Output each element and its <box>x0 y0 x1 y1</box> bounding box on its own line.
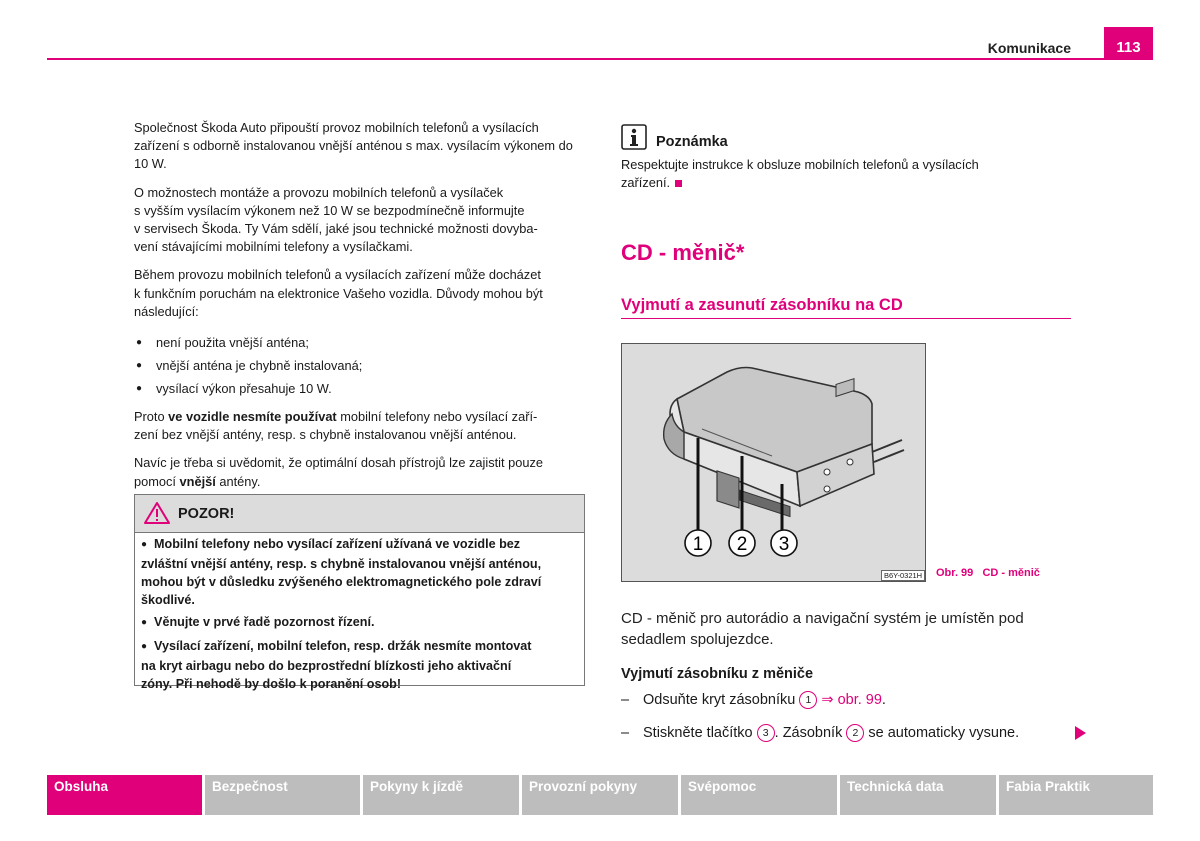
emphasis-text: ve vozidle nesmíte používat <box>168 409 337 425</box>
callout-1-label: 1 <box>692 534 704 555</box>
reasons-list <box>134 331 586 400</box>
tab-label: Technická data <box>847 779 944 794</box>
warning-item <box>141 637 579 693</box>
callout-ref-badge: 3 <box>757 724 775 742</box>
emphasis-text: vnější <box>179 473 216 489</box>
text-line: Mobilní telefony nebo vysílací zařízení užívaná ve vozidle bez <box>154 537 521 551</box>
paragraph-installation <box>134 184 586 257</box>
callout-2-label: 2 <box>736 534 748 555</box>
text-line: na kryt airbagu nebo do bezprostřední blízkosti jeho aktivační <box>141 659 512 673</box>
tab-provozni-pokyny[interactable] <box>522 775 678 815</box>
tab-label: Pokyny k jízdě <box>370 779 464 794</box>
text-run: pomocí <box>134 473 180 489</box>
warning-item <box>141 535 579 609</box>
list-item: ● vysílací výkon přesahuje 10 W. <box>134 377 586 400</box>
warning-triangle-icon <box>143 501 171 525</box>
figure-reference-link[interactable]: ⇒ obr. 99 <box>817 692 882 708</box>
text-run: Odsuňte kryt zásobníku <box>643 692 800 708</box>
page-number: 113 <box>1104 27 1153 60</box>
callout-ref-badge: 1 <box>799 691 817 709</box>
header-rule <box>47 58 1153 60</box>
bullet-icon: ● <box>141 617 148 628</box>
info-note-icon <box>621 124 647 150</box>
tab-label: Bezpečnost <box>212 779 288 794</box>
tab-pokyny-k-jizde[interactable] <box>363 775 519 815</box>
tab-label: Svépomoc <box>688 779 757 794</box>
text-line: vení stávajícími mobilními telefony a vysílačkami. <box>134 239 413 255</box>
warning-title: POZOR! <box>178 506 235 522</box>
text-run: . <box>881 692 886 708</box>
cd-intro-text <box>621 608 1071 650</box>
text-run: Stiskněte tlačítko <box>643 725 757 741</box>
tab-label: Provozní pokyny <box>529 779 638 794</box>
subsection-heading: Vyjmutí zásobníku z měniče <box>621 666 814 682</box>
cd-changer-illustration <box>622 344 925 581</box>
list-item: ● není použita vnější anténa; <box>134 331 586 354</box>
text-run: antény. <box>215 473 261 489</box>
text-line: Navíc je třeba si uvědomit, že optimální dosah přístrojů lze zajistit pouze <box>134 455 543 471</box>
text-run: . Zásobník <box>774 725 847 741</box>
text-run: se automaticky vysune. <box>864 725 1020 741</box>
text-line: zení bez vnější antény, resp. s chybně instalovanou vnější anténou. <box>134 427 517 443</box>
warning-body <box>141 535 579 697</box>
text-line: s vyšším vysílacím výkonem než 10 W se bezpodmínečně informujte <box>134 202 525 218</box>
text-line: mohou být v důsledku zvýšeného elektromagnetického pole zdraví <box>141 575 542 589</box>
text-run: Proto <box>134 409 169 425</box>
step-dash: – <box>621 725 630 741</box>
text-line: v servisech Škoda. Ty Vám sdělí, jaké jsou technické možnosti dovyba- <box>134 221 538 237</box>
text-line: zařízení. <box>621 175 671 191</box>
tab-label: Obsluha <box>54 779 109 794</box>
text-line: Věnujte v prvé řadě pozornost řízení. <box>154 615 375 629</box>
text-line: sedadlem spolujezdce. <box>621 631 774 648</box>
callout-3-label: 3 <box>778 534 790 555</box>
bullet-icon: ● <box>141 539 148 550</box>
step-dash: – <box>621 692 630 708</box>
tab-bezpecnost[interactable] <box>205 775 360 815</box>
warning-box <box>134 494 585 691</box>
warning-item <box>141 613 579 633</box>
text-line: Respektujte instrukce k obsluze mobilních telefonů a vysílacích <box>621 157 979 172</box>
instruction-step <box>621 723 1019 743</box>
paragraph-intro: Společnost Škoda Auto připouští provoz mobilních telefonů a vysílacích zařízení s odborně instalovanou vnější anténou s max. vysílacím výkonem do 10 W. <box>134 120 573 172</box>
paragraph-malfunctions <box>134 266 586 321</box>
footer-nav <box>47 775 1153 815</box>
text-line: Vysílací zařízení, mobilní telefon, resp. držák nesmíte montovat <box>154 639 532 653</box>
section-heading: Vyjmutí a zasunutí zásobníku na CD <box>621 296 903 314</box>
note-text <box>621 156 1061 192</box>
continue-arrow-icon[interactable] <box>1075 726 1086 740</box>
text-line: škodlivé. <box>141 593 195 607</box>
section-title: Komunikace <box>987 40 1071 56</box>
text-line: k funkčním poruchám na elektronice Vašeho vozidla. Důvody mohou být <box>134 285 543 301</box>
warning-header <box>135 495 584 533</box>
text-run: mobilní telefony nebo vysílací zaří- <box>336 409 538 425</box>
text-line: CD - měnič pro autorádio a navigační systém je umístěn pod <box>621 610 1024 627</box>
section-heading-rule <box>621 318 1071 319</box>
note-title: Poznámka <box>656 134 728 150</box>
figure-caption: Obr. 99 CD - měnič <box>936 567 1040 579</box>
text-line: následující: <box>134 303 199 319</box>
bullet-icon: ● <box>141 641 148 652</box>
text-line: Během provozu mobilních telefonů a vysílacích zařízení může docházet <box>134 267 541 283</box>
tab-technicka-data[interactable] <box>840 775 996 815</box>
instruction-step <box>621 690 886 710</box>
text-line: zóny. Při nehodě by došlo k poranění osob! <box>141 677 402 691</box>
tab-svepomoc[interactable] <box>681 775 837 815</box>
cd-changer-figure <box>621 343 926 582</box>
tab-label: Fabia Praktik <box>1006 779 1091 794</box>
figure-code: B6Y-0321H <box>881 570 925 581</box>
text-line: O možnostech montáže a provozu mobilních telefonů a vysílaček <box>134 184 504 200</box>
tab-fabia-praktik[interactable] <box>999 775 1153 815</box>
paragraph-prohibition <box>134 408 586 444</box>
paragraph-range <box>134 454 586 490</box>
chapter-heading: CD - měnič* <box>621 240 745 265</box>
callout-ref-badge: 2 <box>846 724 864 742</box>
section-end-marker <box>675 180 682 187</box>
tab-obsluha[interactable] <box>47 775 202 815</box>
list-item: ● vnější anténa je chybně instalovaná; <box>134 354 586 377</box>
left-column <box>134 119 586 501</box>
text-line: zvláštní vnější antény, resp. s chybně instalovanou vnější anténou, <box>141 557 542 571</box>
